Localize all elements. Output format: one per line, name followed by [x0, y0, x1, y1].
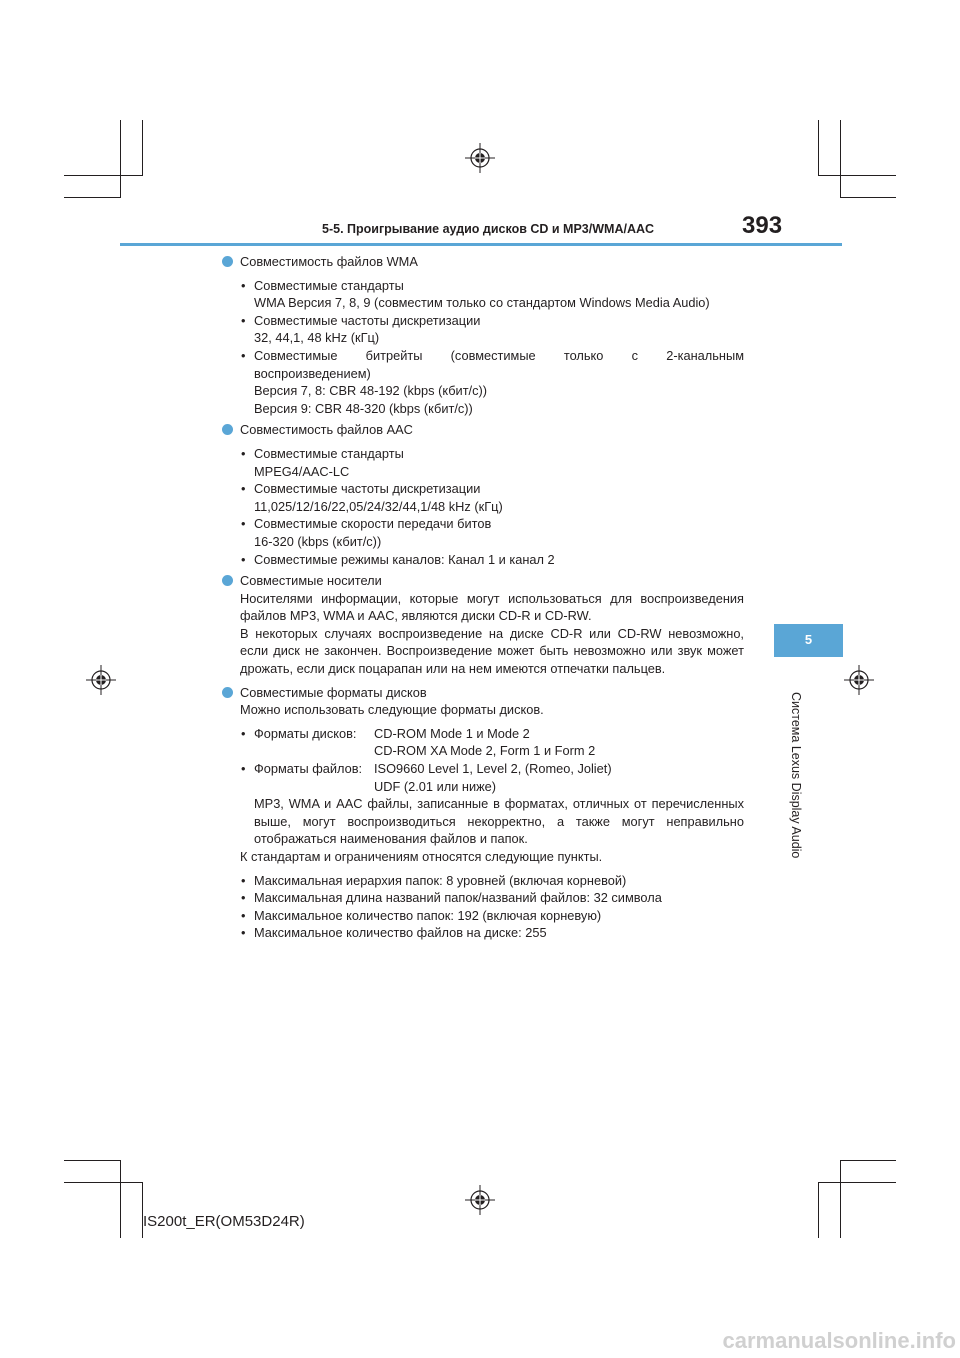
- crop-mark: [818, 1182, 819, 1238]
- registration-mark-icon: [465, 1185, 495, 1215]
- item-detail: CD-ROM XA Mode 2, Form 1 и Form 2: [374, 743, 596, 759]
- item-detail: 32, 44,1, 48 kHz (кГц): [254, 330, 380, 346]
- page-number: 393: [742, 212, 783, 239]
- header-rule: [120, 243, 842, 246]
- item-detail: Версия 7, 8: CBR 48-192 (kbps (кбит/с)): [254, 383, 488, 399]
- aac-list: [222, 445, 744, 568]
- item-detail: UDF (2.01 или ниже): [374, 778, 497, 794]
- section-title: Совместимые форматы дисков: [240, 684, 427, 700]
- item-detail: ISO9660 Level 1, Level 2, (Romeo, Joliet): [374, 761, 612, 777]
- item-label: Совместимые режимы каналов: Канал 1 и канал 2: [254, 551, 555, 567]
- paragraph: Можно использовать следующие форматы дисков.: [240, 702, 544, 718]
- list-item: • Максимальная длина названий папок/названий файлов: 32 символа: [241, 890, 662, 906]
- paragraph: В некоторых случаях воспроизведение на диске CD-R или CD-RW невозможно, если диск не закончен. Воспроизведение может быть невозможно или звук может дрожать, если диск поцарапан или на нем имеются отпечатки пальцев.: [240, 625, 744, 677]
- section-media: [222, 572, 744, 590]
- list-item: • Максимальное количество файлов на диске: 255: [241, 925, 547, 941]
- crop-mark: [840, 1160, 896, 1161]
- formats-list: [222, 725, 744, 848]
- section-bullet-icon: [222, 575, 233, 586]
- item-detail: Версия 9: CBR 48-320 (kbps (кбит/с)): [254, 400, 473, 416]
- item-detail: CD-ROM Mode 1 и Mode 2: [374, 725, 530, 741]
- crop-mark: [818, 120, 819, 176]
- list-item: • Совместимые битрейты (совместимые только с 2-канальным воспроизведением) Версия 7, 8: CBR 48-192 (kbps (кбит/с)) Версия 9: CBR 48-320 (kbps (кбит/с)): [241, 347, 744, 416]
- crop-mark: [840, 1160, 841, 1238]
- section-title: Совместимость файлов WMA: [240, 254, 418, 269]
- item-detail: 11,025/12/16/22,05/24/32/44,1/48 kHz (кГц): [254, 498, 503, 514]
- item-detail: WMA Версия 7, 8, 9 (совместим только со стандартом Windows Media Audio): [254, 295, 710, 311]
- item-detail: 16-320 (kbps (кбит/с)): [254, 533, 382, 549]
- item-detail: MPEG4/AAC-LC: [254, 463, 350, 479]
- list-item: • Совместимые режимы каналов: Канал 1 и канал 2: [222, 551, 744, 569]
- item-note: MP3, WMA и AAC файлы, записанные в форматах, отличных от перечисленных выше, могут воспроизводиться некорректно, а также могут неправильно отображаться наименования файлов и папок.: [254, 796, 744, 847]
- list-item: • Форматы файлов: ISO9660 Level 1, Level 2, (Romeo, Joliet) UDF (2.01 или ниже) MP3, WMA и AAC файлы, записанные в форматах, отличных от перечисленных выше, могут воспроизводиться некорректно, а также могут неправильно отображаться наименования файлов и папок.: [241, 761, 744, 847]
- section-bullet-icon: [222, 256, 233, 267]
- item-label: Совместимые стандарты: [254, 277, 404, 293]
- section-aac: [222, 421, 744, 439]
- list-item: • Совместимые частоты дискретизации 11,025/12/16/22,05/24/32/44,1/48 kHz (кГц): [222, 480, 744, 515]
- chapter-number: 5: [804, 632, 813, 647]
- main-content: [222, 253, 744, 942]
- section-title: Совместимые носители: [240, 573, 382, 589]
- list-item: • Форматы дисков: CD-ROM Mode 1 и Mode 2 CD-ROM XA Mode 2, Form 1 и Form 2: [222, 725, 744, 760]
- crop-mark: [120, 1160, 121, 1238]
- chapter-title-vertical: Система Lexus Display Audio: [789, 692, 803, 859]
- item-label: Совместимые скорости передачи битов: [254, 516, 492, 532]
- list-item: • Совместимые стандарты MPEG4/AAC-LC: [222, 445, 744, 480]
- list-item: • Совместимые скорости передачи битов 16-320 (kbps (кбит/с)): [222, 515, 744, 550]
- document-code: IS200t_ER(OM53D24R): [143, 1213, 305, 1230]
- item-label: Максимальная иерархия папок: 8 уровней (включая корневой): [254, 872, 627, 888]
- crop-mark: [818, 175, 896, 176]
- item-label: Максимальная длина названий папок/названий файлов: 32 символа: [254, 890, 662, 906]
- crop-mark: [840, 120, 841, 198]
- registration-mark-icon: [465, 143, 495, 173]
- crop-mark: [64, 1182, 143, 1183]
- paragraph: К стандартам и ограничениям относятся следующие пункты.: [240, 849, 603, 864]
- section-wma: [222, 253, 744, 271]
- chapter-tab: [774, 624, 843, 657]
- section-formats: [222, 684, 744, 702]
- item-label: Форматы дисков:: [254, 725, 357, 741]
- crop-mark: [120, 120, 121, 198]
- crop-mark: [840, 197, 896, 198]
- section-bullet-icon: [222, 424, 233, 435]
- item-label: Форматы файлов:: [254, 761, 363, 777]
- item-label: Совместимые частоты дискретизации: [254, 312, 481, 328]
- list-item: • Максимальная иерархия папок: 8 уровней (включая корневой): [241, 872, 627, 888]
- item-label: Максимальное количество файлов на диске: 255: [254, 925, 547, 941]
- registration-mark-icon: [86, 665, 116, 695]
- crop-mark: [142, 120, 143, 176]
- crop-mark: [64, 1160, 121, 1161]
- watermark: carmanualsonline.info: [722, 1328, 956, 1353]
- item-label: Совместимые стандарты: [254, 445, 404, 461]
- limits-list: [222, 872, 744, 942]
- crop-mark: [64, 175, 143, 176]
- crop-mark: [64, 197, 121, 198]
- section-header-title: 5-5. Проигрывание аудио дисков CD и MP3/WMA/AAC: [322, 222, 655, 236]
- item-label: Совместимые частоты дискретизации: [254, 481, 481, 497]
- crop-mark: [818, 1182, 896, 1183]
- list-item: • Максимальное количество папок: 192 (включая корневую): [241, 907, 602, 923]
- list-item: • Совместимые стандарты WMA Версия 7, 8, 9 (совместим только со стандартом Windows Media Audio): [222, 277, 744, 312]
- section-bullet-icon: [222, 687, 233, 698]
- item-label: Совместимые битрейты (совместимые только с 2-канальным: [254, 347, 744, 363]
- item-label: Максимальное количество папок: 192 (включая корневую): [254, 907, 602, 923]
- section-title: Совместимость файлов AAC: [240, 422, 413, 438]
- list-item: • Совместимые частоты дискретизации 32, 44,1, 48 kHz (кГц): [222, 312, 744, 347]
- registration-mark-icon: [844, 665, 874, 695]
- paragraph: Носителями информации, которые могут использоваться для воспроизведения файлов MP3, WMA и AAC, являются диски CD-R и CD-RW.: [240, 590, 744, 624]
- wma-list: [222, 277, 744, 418]
- item-detail: воспроизведением): [254, 365, 371, 381]
